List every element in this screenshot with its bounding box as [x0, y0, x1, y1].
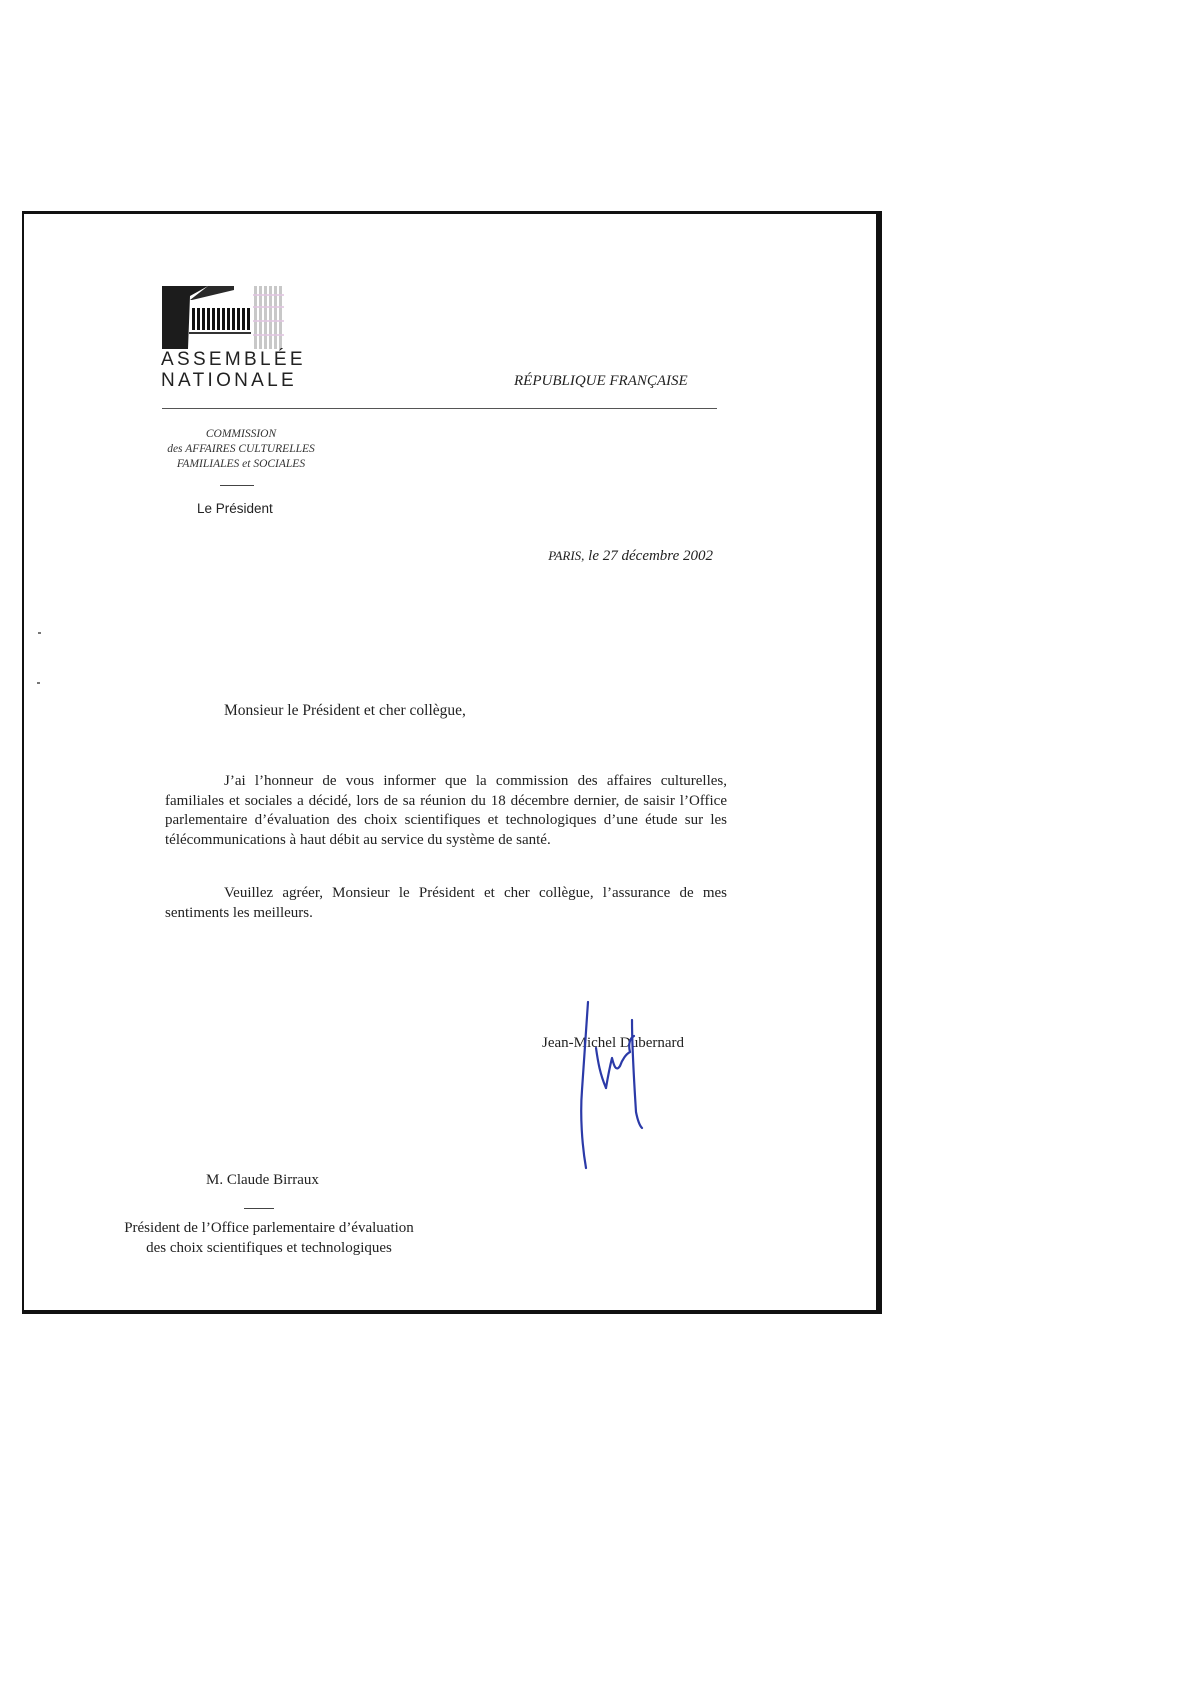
letter-paragraph-2: Veuillez agréer, Monsieur le Président et cher collègue, l’assurance de mes sentiments les meilleurs. [165, 885, 727, 921]
scan-mark [37, 682, 40, 684]
commission-divider [220, 485, 254, 486]
handwritten-signature [572, 1000, 662, 1170]
commission-block [150, 427, 332, 472]
assemblee-nationale-wordmark [161, 349, 306, 391]
signatory-name: Jean-Michel Dubernard [542, 1035, 685, 1051]
logo-line-nationale: NATIONALE [161, 370, 297, 391]
letter-paragraph-1: J’ai l’honneur de vous informer que la commission des affaires culturelles, familiales et sociales a décidé, lors de sa réunion du 18 décembre dernier, de saisir l’Office parlementaire d’évaluation des choix scientifiques et technologiques d’une étude sur les télécommunications à haut débit au service du système de santé. [165, 773, 727, 848]
sender-role: Le Président [197, 501, 273, 516]
republique-francaise-heading: RÉPUBLIQUE FRANÇAISE [514, 373, 688, 389]
scan-mark [38, 632, 41, 634]
recipient-divider [244, 1208, 274, 1209]
commission-line-1: COMMISSION [205, 428, 277, 440]
commission-line-2: des AFFAIRES CULTURELLES [167, 443, 315, 455]
letter-date [490, 548, 713, 565]
header-divider [162, 408, 717, 409]
recipient-name: M. Claude Birraux [206, 1172, 319, 1188]
assemblee-nationale-logo [162, 286, 288, 349]
date-city: PARIS, [548, 548, 585, 563]
recipient-title-line-2: des choix scientifiques et technologiques [146, 1240, 392, 1256]
recipient-title [100, 1218, 438, 1258]
recipient-title-line-1: Président de l’Office parlementaire d’évaluation [124, 1220, 414, 1236]
logo-line-assemblee: ASSEMBLÉE [161, 349, 306, 370]
scanned-page-frame [22, 211, 882, 1314]
commission-line-3: FAMILIALES et SOCIALES [176, 458, 306, 470]
date-text: le 27 décembre 2002 [584, 548, 713, 564]
letter-salutation: Monsieur le Président et cher collègue, [224, 702, 466, 719]
